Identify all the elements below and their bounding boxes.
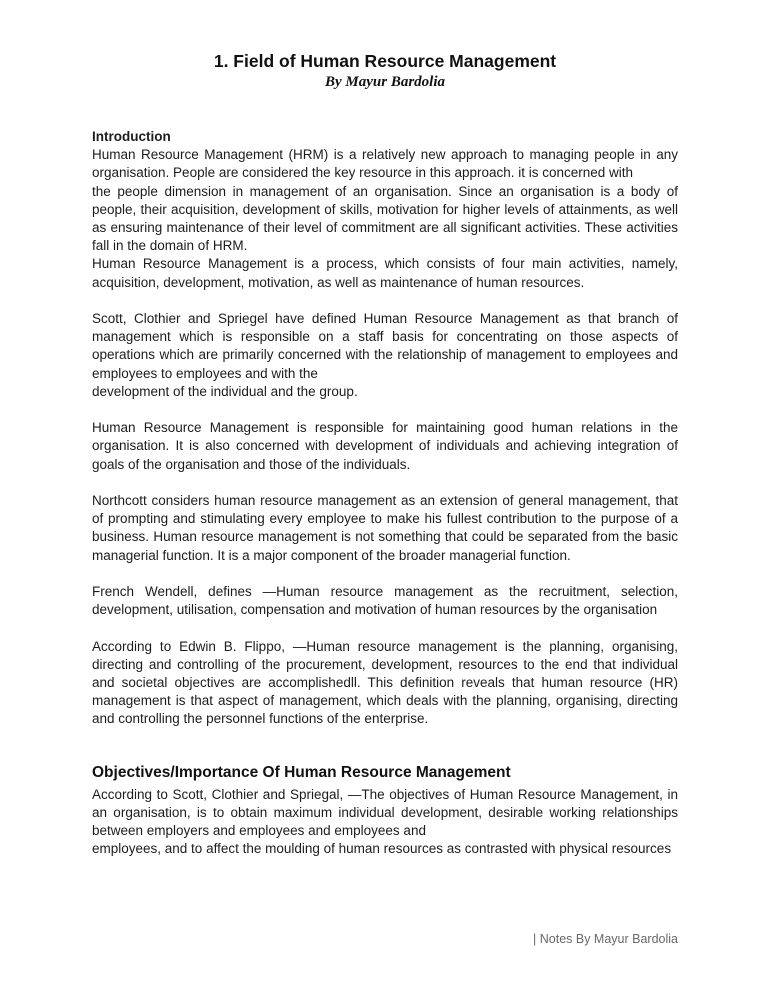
- paragraph-french-wendell: [92, 583, 678, 619]
- paragraph-scott-seg-2: development of the individual and the group.: [92, 383, 358, 399]
- paragraph-northcott: [92, 492, 678, 565]
- paragraph-intro-3: Human Resource Management is a process, which consists of four main activities, namely, acquisition, development, motivation, as well as maintenance of human resources.: [92, 256, 678, 290]
- paragraph-objectives-seg-2: employees, and to affect the moulding of human resources as contrasted with physical resources: [92, 841, 672, 857]
- section-introduction: [92, 128, 678, 292]
- section-heading-objectives: Objectives/Importance Of Human Resource Management: [92, 763, 511, 781]
- paragraph-intro-1: Human Resource Management (HRM) is a relatively new approach to managing people in any organisation. People are considered the key resource in this approach. it is concerned with: [92, 147, 678, 181]
- section-objectives: [92, 786, 678, 859]
- paragraph-northcott-seg-1: Northcott considers human resource management as an extension of general management, that of prompting and stimulating every employee to make his fullest contribution to the purpose of a business. Human resource management is not something that could be separated from the basic managerial function. It is a major component of the broader managerial function.: [92, 493, 678, 563]
- paragraph-maintaining-relations: [92, 419, 678, 474]
- paragraph-edwin-flippo: [92, 638, 678, 729]
- paragraph-flippo-seg-1: According to Edwin B. Flippo, —Human resource management is the planning, organising, directing and controlling of the procurement, development, resources to the end that individual and societal objectives are accomplishedll. This definition reveals that human resource (HR) management is that aspect of management, which deals with the planning, organising, directing and controlling the personnel functions of the enterprise.: [92, 638, 678, 727]
- paragraph-scott-definition: [92, 310, 678, 401]
- paragraph-objectives-seg-1: According to Scott, Clothier and Spriegal, —The objectives of Human Resource Management, in an organisation, is to obtain maximum individual development, desirable working relationships between employers and employees and employees and: [92, 786, 678, 839]
- page-title: 1. Field of Human Resource Management: [213, 51, 557, 71]
- byline: By Mayur Bardolia: [324, 74, 445, 90]
- section-heading-introduction: Introduction: [92, 129, 171, 144]
- paragraph-french-seg-1: French Wendell, defines —Human resource management as the recruitment, selection, development, utilisation, compensation and motivation of human resources by the organisation: [92, 584, 678, 618]
- paragraph-scott-seg-1: Scott, Clothier and Spriegel have defined Human Resource Management as that branch of management which is responsible on a staff basis for concentrating on those aspects of operations which are primarily concerned with the relationship of management to employees and employees to employees and with the: [92, 311, 678, 381]
- paragraph-relations-seg-1: Human Resource Management is responsible for maintaining good human relations in the organisation. It is also concerned with development of individuals and achieving integration of goals of the organisation and those of the individuals.: [92, 420, 678, 472]
- paragraph-intro-2: the people dimension in management of an organisation. Since an organisation is a body of people, their acquisition, development of skills, motivation for higher levels of attainments, as well as ensuring maintenance of their level of commitment are all significant activities. These activities fall in the domain of HRM.: [92, 183, 678, 254]
- page-footer: | Notes By Mayur Bardolia: [533, 932, 678, 946]
